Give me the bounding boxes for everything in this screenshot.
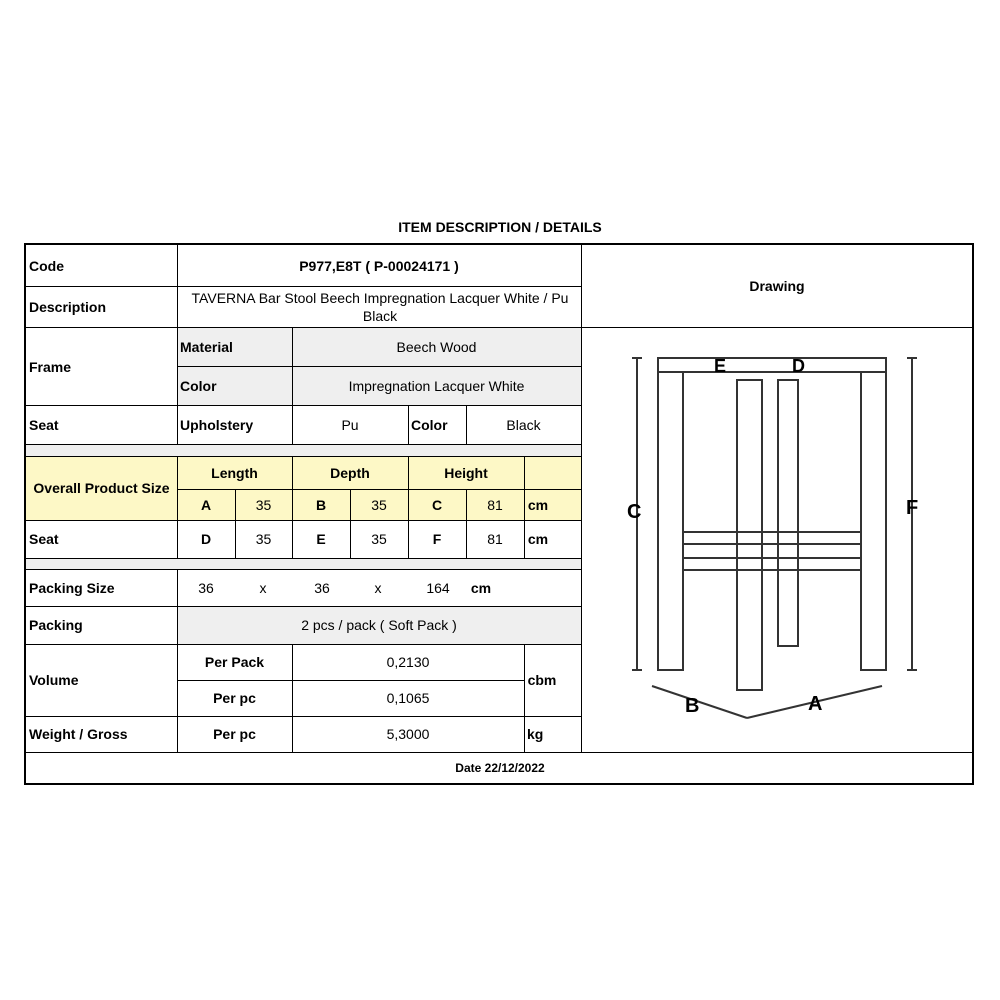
code-value: P977,E8T ( P-00024171 ): [299, 257, 459, 274]
page-title: ITEM DESCRIPTION / DETAILS: [398, 219, 602, 235]
drawing-letter-e: E: [714, 356, 727, 376]
spacer-shade-2: [26, 558, 581, 569]
per-pc-label: Per pc: [213, 690, 256, 706]
dim-e-label: E: [316, 531, 326, 547]
drawing-letter-f: F: [906, 497, 919, 519]
dim-b-label: B: [315, 496, 327, 513]
seat-size-label: Seat: [29, 531, 59, 547]
packing-size-label: Packing Size: [29, 579, 115, 596]
stool-stretcher-1: [683, 532, 861, 544]
drawing-letter-a: A: [808, 693, 823, 715]
packing-label: Packing: [29, 617, 83, 633]
stool-stretcher-2: [683, 558, 861, 570]
dim-d-label: D: [200, 531, 212, 547]
dim-c-value: 81: [487, 496, 503, 513]
seat-color-label: Color: [411, 416, 448, 433]
per-pc-value: 0,1065: [386, 690, 430, 706]
per-pack-value: 0,2130: [386, 654, 430, 670]
material-label: Material: [180, 339, 233, 355]
stool-seat: [658, 358, 886, 372]
material-value: Beech Wood: [396, 339, 477, 355]
stool-leg-back-right: [778, 380, 798, 646]
stool-leg-front-left: [658, 372, 683, 670]
volume-unit: cbm: [527, 672, 557, 688]
seat-unit: cm: [527, 531, 549, 547]
per-pack-label: Per Pack: [204, 654, 265, 670]
description-value: TAVERNA Bar Stool Beech Impregnation Lacquer White / Pu Black: [191, 289, 569, 324]
drawing-label: Drawing: [749, 278, 805, 294]
packing-size-v3: 164: [426, 579, 450, 596]
upholstery-label: Upholstery: [180, 416, 254, 433]
bar-stool-drawing: [582, 328, 972, 752]
height-header: Height: [444, 464, 488, 481]
drawing-letter-c: C: [627, 501, 642, 523]
dim-a-value: 35: [255, 496, 272, 513]
seat-label: Seat: [29, 416, 59, 433]
overall-unit: cm: [527, 496, 549, 513]
dim-a-label: A: [200, 496, 212, 513]
description-label: Description: [29, 298, 107, 315]
packing-size-v2: 36: [314, 579, 330, 596]
drawing-letter-d: D: [792, 356, 805, 376]
overall-size-label: Overall Product Size: [33, 480, 170, 496]
packing-value: 2 pcs / pack ( Soft Pack ): [301, 617, 457, 633]
dim-f-value: 81: [487, 531, 503, 547]
volume-label: Volume: [29, 672, 79, 688]
length-header: Length: [211, 464, 258, 481]
weight-value: 5,3000: [386, 726, 430, 742]
dim-b-value: 35: [371, 496, 387, 513]
weight-unit: kg: [527, 726, 544, 742]
stool-leg-front-right: [861, 372, 886, 670]
frame-label: Frame: [29, 358, 72, 375]
code-label: Code: [29, 257, 64, 274]
dim-line-b: [652, 686, 747, 718]
weight-per-pc-label: Per pc: [213, 726, 256, 742]
packing-size-unit: cm: [470, 579, 492, 596]
seat-color-value: Black: [506, 416, 541, 433]
upholstery-value: Pu: [341, 416, 359, 433]
dim-c-label: C: [431, 496, 443, 513]
dim-f-label: F: [432, 531, 442, 547]
spacer-shade-1: [26, 444, 581, 456]
packing-size-v1: 36: [198, 579, 214, 596]
date: Date 22/12/2022: [455, 761, 545, 775]
dim-e-value: 35: [371, 531, 387, 547]
stool-leg-back-left: [737, 380, 762, 690]
frame-color-label: Color: [180, 377, 217, 394]
dim-d-value: 35: [255, 531, 272, 547]
packing-size-x2: x: [374, 579, 382, 596]
depth-header: Depth: [330, 464, 370, 481]
weight-label: Weight / Gross: [29, 726, 128, 742]
frame-color-value: Impregnation Lacquer White: [348, 377, 525, 394]
drawing-letter-b: B: [685, 695, 700, 717]
packing-size-x1: x: [259, 579, 267, 596]
